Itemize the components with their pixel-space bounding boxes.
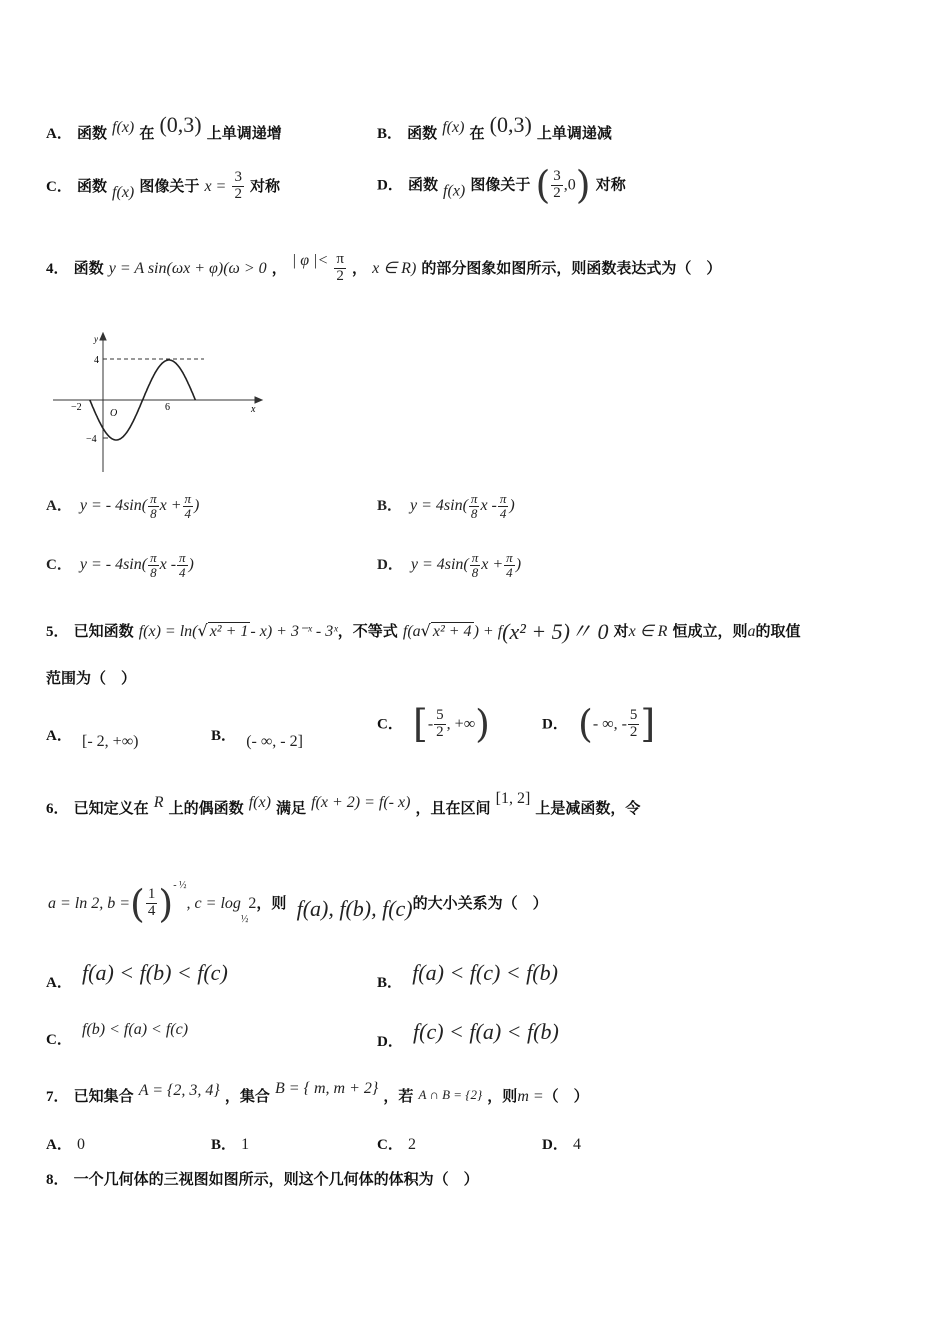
fraction: $\frac{\pi}{4}$ [184,491,192,521]
origin-label: O [110,408,118,419]
q3-option-b[interactable]: B． 函数 f(x) 在 (0,3) 上单调递减 [377,112,612,142]
q3-option-c[interactable]: C． 函数 f(x) 图像关于 x = $\frac{3}{2}$ 对称 [46,169,281,202]
fraction: $\frac{\pi}{8}$ [150,550,157,580]
q4-option-b[interactable]: B． y = 4sin( $\frac{\pi}{8}$ x - $\frac{\pi}{4}$ ) [377,491,515,521]
fraction: $\frac{3}{2}$ [553,167,561,201]
q4-option-c[interactable]: C． y = - 4sin( $\frac{\pi}{8}$ x - $\frac{\pi}{4}$ ) [46,550,194,580]
fraction: $\frac{\pi}{8}$ [150,491,157,521]
q5-option-c[interactable]: C． [- $\frac{5}{2}$ , +∞) [377,702,490,746]
q4-option-a[interactable]: A． y = - 4sin( $\frac{\pi}{8}$ x + $\frac{\pi}{4}$ ) [46,491,200,521]
y-axis-label: y [94,334,98,344]
q5-option-a[interactable]: A． [- 2, +∞) [46,728,139,750]
fraction: $\frac{\pi}{8}$ [471,550,479,580]
q7-option-c[interactable]: C． 2 [377,1136,416,1153]
q5-stem-line2: 范围为（ ） [46,669,137,687]
fraction: $\frac{5}{2}$ [629,706,638,740]
tick-neg4: −4 [86,434,97,445]
x-axis-label: x [251,404,256,415]
q7-option-b[interactable]: B． 1 [211,1136,250,1153]
fraction: $\frac{\pi}{4}$ [179,550,186,580]
q4-stem: 4． 函数 y = A sin(ωx + φ)(ω > 0 ， | φ |< $\frac{\pi}{2}$ ， x ∈ R) 的部分图象如图所示，则函数表达式为（ ） [46,251,722,284]
q3-option-d[interactable]: D． 函数 f(x) 图像关于 ( $\frac{3}{2}$ ,0) 对称 [377,163,626,207]
fraction: $\frac{\pi}{2}$ [336,251,344,284]
q7-option-a[interactable]: A． 0 [46,1136,85,1153]
q5-option-b[interactable]: B． (- ∞, - 2] [211,728,303,750]
q4-option-d[interactable]: D． y = 4sin( $\frac{\pi}{8}$ x + $\frac{\pi}{4}$ ) [377,550,522,580]
x-axis-arrow [255,397,262,403]
fraction: $\frac{\pi}{4}$ [499,491,507,521]
tick-neg2: −2 [71,402,82,413]
fraction: $\frac{\pi}{4}$ [506,550,513,580]
y-axis-arrow [100,333,106,340]
q5-stem: 5． 已知函数 f(x) = ln(√ x² + 1 - x) + 3⁻ˣ - 3ˣ，不等式 f(a√ x² + 4 ) + f(x² + 5)〃 0 对x ∈ R 恒成立，则a的取值 [46,619,801,644]
fraction: $\frac{5}{2}$ [436,706,444,740]
q6-option-a[interactable]: A． f(a) < f(b) < f(c) [46,960,228,991]
fraction: $\frac{\pi}{8}$ [470,491,478,521]
q6-option-c[interactable]: C． f(b) < f(a) < f(c) [46,1021,189,1048]
q5-option-d[interactable]: D． (- ∞, - $\frac{5}{2}$ ] [542,702,656,746]
q8-stem: 8． 一个几何体的三视图如图所示，则这个几何体的体积为（ ） [46,1170,479,1188]
q7-option-d[interactable]: D． 4 [542,1136,581,1153]
q6-option-b[interactable]: B． f(a) < f(c) < f(b) [377,960,558,991]
q6-option-d[interactable]: D． f(c) < f(a) < f(b) [377,1019,559,1050]
q3-option-a[interactable]: A． 函数 f(x) 在 (0,3) 上单调递增 [46,112,282,142]
q7-stem: 7． 已知集合 A = {2, 3, 4} ，集合 B = { m, m + 2} ，若 A ∩ B = {2} ，则m =（ ） [46,1080,589,1105]
fraction: $\frac{3}{2}$ [234,169,242,202]
sine-graph [50,332,265,477]
tick-4: 4 [94,355,99,366]
q6-stem-line2: a = ln 2, b =( $\frac{1}{4}$ )$^{- \frac{1}{2}}$, $c = \log_{\frac{1}{2}}2$，则 f(a), f(b), f(c)的大小关系为（ ） [48,880,548,926]
q6-stem: 6． 已知定义在 R 上的偶函数 f(x) 满足 f(x + 2) = f(- x) ，且在区间 [1, 2] 上是减函数，令 [46,790,641,817]
tick-6: 6 [165,402,170,413]
fraction: $\frac{1}{4}$ [147,886,156,919]
